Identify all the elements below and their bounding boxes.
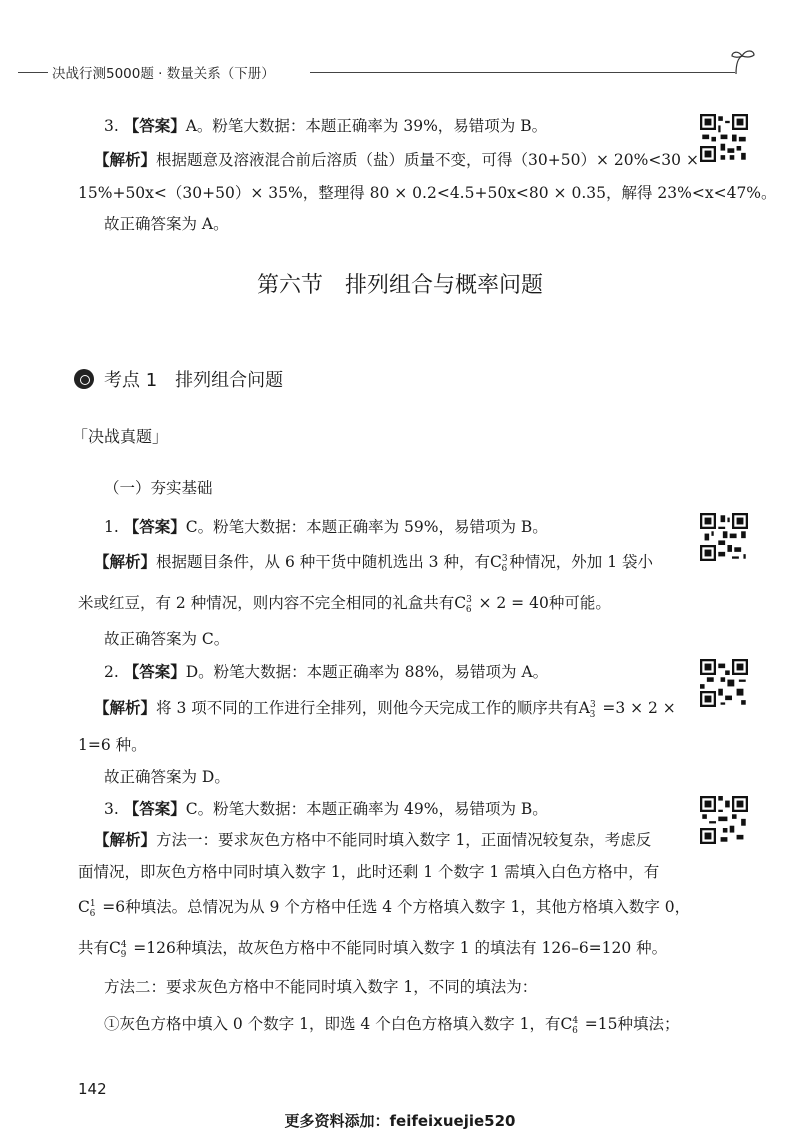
math-sub: 6	[465, 605, 472, 616]
question-number: 3.	[104, 117, 124, 135]
leaf-icon	[728, 46, 758, 76]
math-sub: 6	[572, 1026, 578, 1037]
analysis-text: 将 3 项不同的工作进行全排列，则他今天完成工作的顺序共有A	[156, 699, 590, 717]
conclusion-line: 故正确答案为 D。	[104, 768, 230, 786]
math-sub: 9	[120, 950, 127, 961]
header-rule-left	[18, 72, 48, 73]
answer-label: 【答案】	[123, 518, 186, 536]
math-sup: 3	[501, 553, 508, 564]
answer-line	[104, 797, 548, 819]
answer-text: C。粉笔大数据：本题正确率为 59%，易错项为 B。	[185, 518, 548, 536]
math-sub: 6	[89, 909, 96, 920]
kaodian-label: 考点 1 排列组合问题	[104, 370, 284, 391]
question-number: 2.	[104, 663, 124, 681]
answer-text: C。粉笔大数据：本题正确率为 49%，易错项为 B。	[185, 800, 548, 818]
analysis-line	[94, 148, 699, 170]
analysis-label: 【解析】	[94, 699, 157, 717]
answer-text: A。粉笔大数据：本题正确率为 39%，易错项为 B。	[185, 117, 548, 135]
math-sup: 1	[89, 898, 96, 909]
analysis-text: × 2 = 40种可能。	[473, 594, 611, 612]
analysis-text: =6种填法。总情况为从 9 个方格中任选 4 个方格填入数字 1，其他方格填入数字 0，	[97, 898, 691, 916]
analysis-line: 15%+50x<（30+50）× 35%，整理得 80 × 0.2<4.5+50x<80 × 0.35，解得 23%<x<47%。	[78, 184, 777, 202]
analysis-line: 面情况，即灰色方格中同时填入数字 1，此时还剩 1 个数字 1 需填入白色方格中，有	[78, 863, 660, 881]
math-sup: 3	[466, 594, 472, 605]
analysis-text: 共有C	[78, 939, 121, 957]
answer-text: D。粉笔大数据：本题正确率为 88%，易错项为 A。	[185, 663, 549, 681]
analysis-text: =15种填法；	[579, 1015, 680, 1033]
analysis-text: 米或红豆，有 2 种情况，则内容不完全相同的礼盒共有C	[78, 594, 467, 612]
footer-note: 更多资料添加：feifeixuejie520	[284, 1112, 516, 1130]
subsection-bracket-title: 「决战真题」	[72, 427, 169, 446]
conclusion-line: 故正确答案为 C。	[104, 630, 230, 648]
answer-line	[104, 515, 548, 537]
math-script	[466, 594, 471, 615]
analysis-line	[78, 936, 667, 960]
kaodian-heading	[74, 366, 283, 392]
analysis-text: 根据题目条件，从 6 种干货中随机选出 3 种，有C	[156, 553, 502, 571]
qr-code-icon	[700, 513, 748, 561]
conclusion-line: 故正确答案为 A。	[104, 215, 229, 233]
analysis-line: 1=6 种。	[78, 736, 147, 754]
qr-code-icon	[700, 659, 748, 707]
header-title: 决战行测5000题 · 数量关系（下册）	[52, 66, 275, 82]
analysis-text: ①灰色方格中填入 0 个数字 1，即选 4 个白色方格填入数字 1，有C	[104, 1015, 573, 1033]
math-script	[590, 699, 595, 720]
analysis-line: 方法二：要求灰色方格中不能同时填入数字 1，不同的填法为：	[104, 978, 538, 996]
answer-label: 【答案】	[123, 117, 186, 135]
header-rule-right	[310, 72, 735, 73]
math-sup: 4	[120, 939, 127, 950]
analysis-text: C	[78, 898, 90, 916]
answer-label: 【答案】	[123, 663, 186, 681]
math-sup: 3	[589, 699, 596, 710]
kaodian-icon	[74, 369, 94, 389]
math-script	[502, 553, 507, 574]
question-number: 1.	[104, 518, 124, 536]
analysis-text: =3 × 2 ×	[597, 699, 676, 717]
answer-line	[104, 114, 547, 136]
analysis-text: 根据题意及溶液混合前后溶质（盐）质量不变，可得（30+50）× 20%<30 ×	[156, 151, 699, 169]
analysis-label: 【解析】	[94, 151, 157, 169]
answer-label: 【答案】	[123, 800, 186, 818]
analysis-text: 种情况，外加 1 袋小	[509, 553, 653, 571]
analysis-line	[104, 1012, 679, 1036]
qr-code-icon	[700, 796, 748, 844]
analysis-line	[94, 550, 653, 574]
analysis-text: 方法一：要求灰色方格中不能同时填入数字 1，正面情况较复杂，考虑反	[156, 831, 652, 849]
analysis-line	[78, 591, 611, 615]
math-sub: 3	[589, 710, 596, 721]
math-script	[572, 1015, 577, 1036]
math-script	[90, 898, 95, 919]
analysis-line	[94, 696, 676, 720]
question-number: 3.	[104, 800, 124, 818]
answer-line	[104, 660, 548, 682]
math-sub: 6	[501, 564, 508, 575]
analysis-label: 【解析】	[94, 831, 157, 849]
qr-code-icon	[700, 114, 748, 162]
analysis-text: =126种填法，故灰色方格中不能同时填入数字 1 的填法有 126–6=120 种。	[128, 939, 668, 957]
math-sup: 4	[572, 1015, 579, 1026]
page-number: 142	[78, 1080, 107, 1098]
math-script	[121, 939, 126, 960]
analysis-label: 【解析】	[94, 553, 157, 571]
section-title: 第六节 排列组合与概率问题	[256, 273, 543, 298]
analysis-line	[78, 895, 690, 919]
analysis-line	[94, 828, 651, 850]
subsection-heading: （一）夯实基础	[104, 479, 213, 497]
